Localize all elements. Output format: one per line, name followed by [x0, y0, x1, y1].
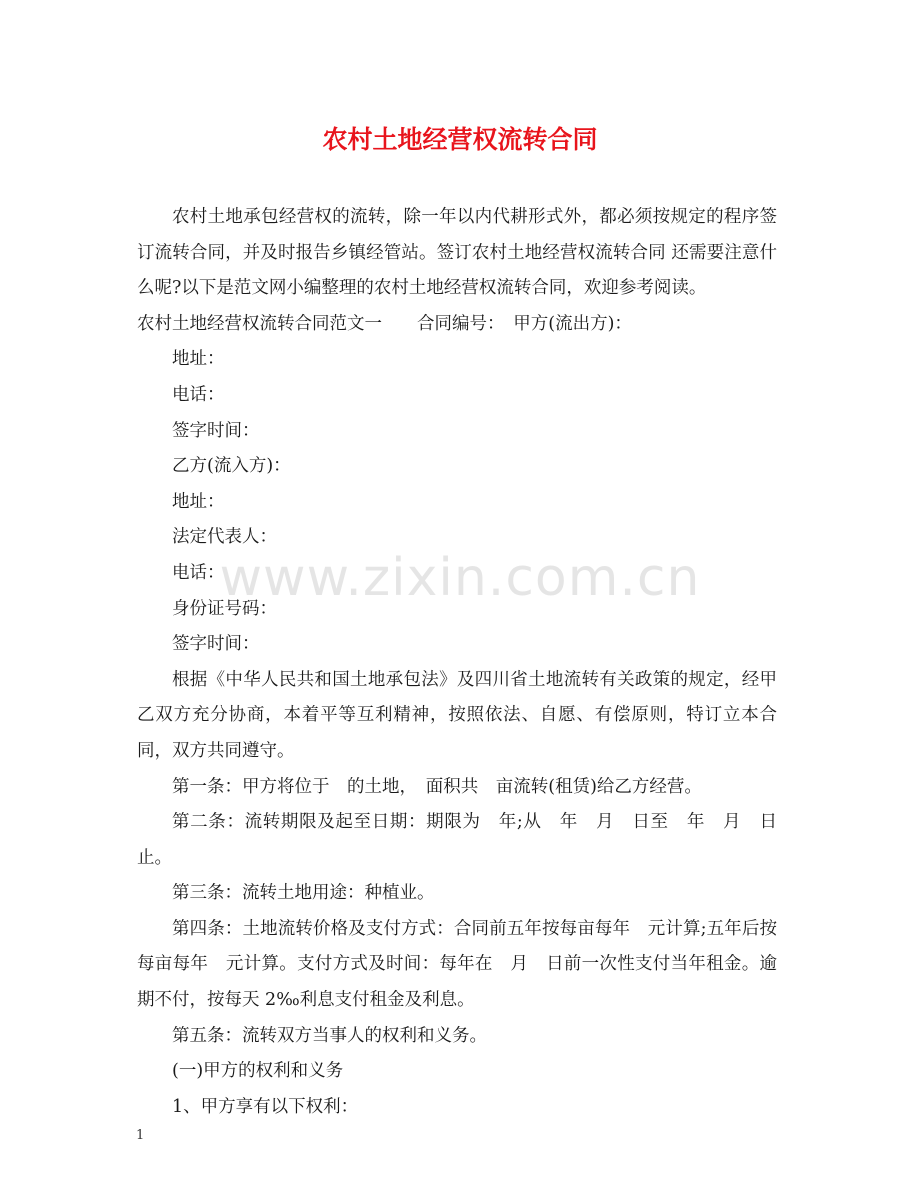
page-number: 1 [136, 1128, 145, 1143]
paragraph-intro: 农村土地承包经营权的流转，除一年以内代耕形式外，都必须按规定的程序签订流转合同，并及时报告乡镇经管站。签订农村土地经营权流转合同 还需要注意什么呢?以下是范文网小编整理的农村土地经营权流转合同，欢迎参考阅读。 [137, 207, 777, 299]
paragraph-article-1: 第一条：甲方将位于 的土地， 面积共 亩流转(租赁)给乙方经营。 [172, 776, 702, 797]
document-title: 农村土地经营权流转合同 [322, 125, 598, 154]
document-body [137, 200, 777, 1125]
paragraph-legal-rep: 法定代表人： [172, 527, 277, 548]
paragraph-party-b-sign-time: 签字时间： [172, 634, 260, 655]
paragraph-party-a-address: 地址： [172, 349, 225, 370]
paragraph-party-a-sign-time: 签字时间： [172, 420, 260, 441]
paragraph-id-number: 身份证号码： [172, 598, 277, 619]
paragraph-party-b-phone: 电话： [172, 562, 225, 583]
paragraph-contract-header: 农村土地经营权流转合同范文一 合同编号： 甲方(流出方)： [137, 313, 632, 334]
paragraph-party-a-phone: 电话： [172, 384, 225, 405]
paragraph-party-a-rights-heading: (一)甲方的权利和义务 [172, 1061, 344, 1082]
paragraph-article-3: 第三条：流转土地用途：种植业。 [172, 883, 435, 904]
paragraph-party-b-address: 地址： [172, 491, 225, 512]
paragraph-article-4: 第四条：土地流转价格及支付方式：合同前五年按每亩每年 元计算;五年后按每亩每年 元计算。支付方式及时间：每年在 月 日前一次性支付当年租金。逾期不付，按每天 2‰利息支付租金及利息。 [137, 918, 777, 1011]
watermark: www.zixin.com.cn [219, 548, 701, 608]
paragraph-legal-basis: 根据《中华人民共和国土地承包法》及四川省土地流转有关政策的规定，经甲乙双方充分协商，本着平等互利精神，按照依法、自愿、有偿原则，特订立本合同，双方共同遵守。 [137, 669, 777, 761]
paragraph-article-5: 第五条：流转双方当事人的权利和义务。 [172, 1025, 487, 1046]
paragraph-party-a-rights-item-1: 1、甲方享有以下权利： [172, 1096, 359, 1117]
paragraph-party-b: 乙方(流入方)： [172, 456, 291, 477]
paragraph-article-2: 第二条：流转期限及起至日期：期限为 年;从 年 月 日至 年 月 日止。 [137, 812, 777, 868]
